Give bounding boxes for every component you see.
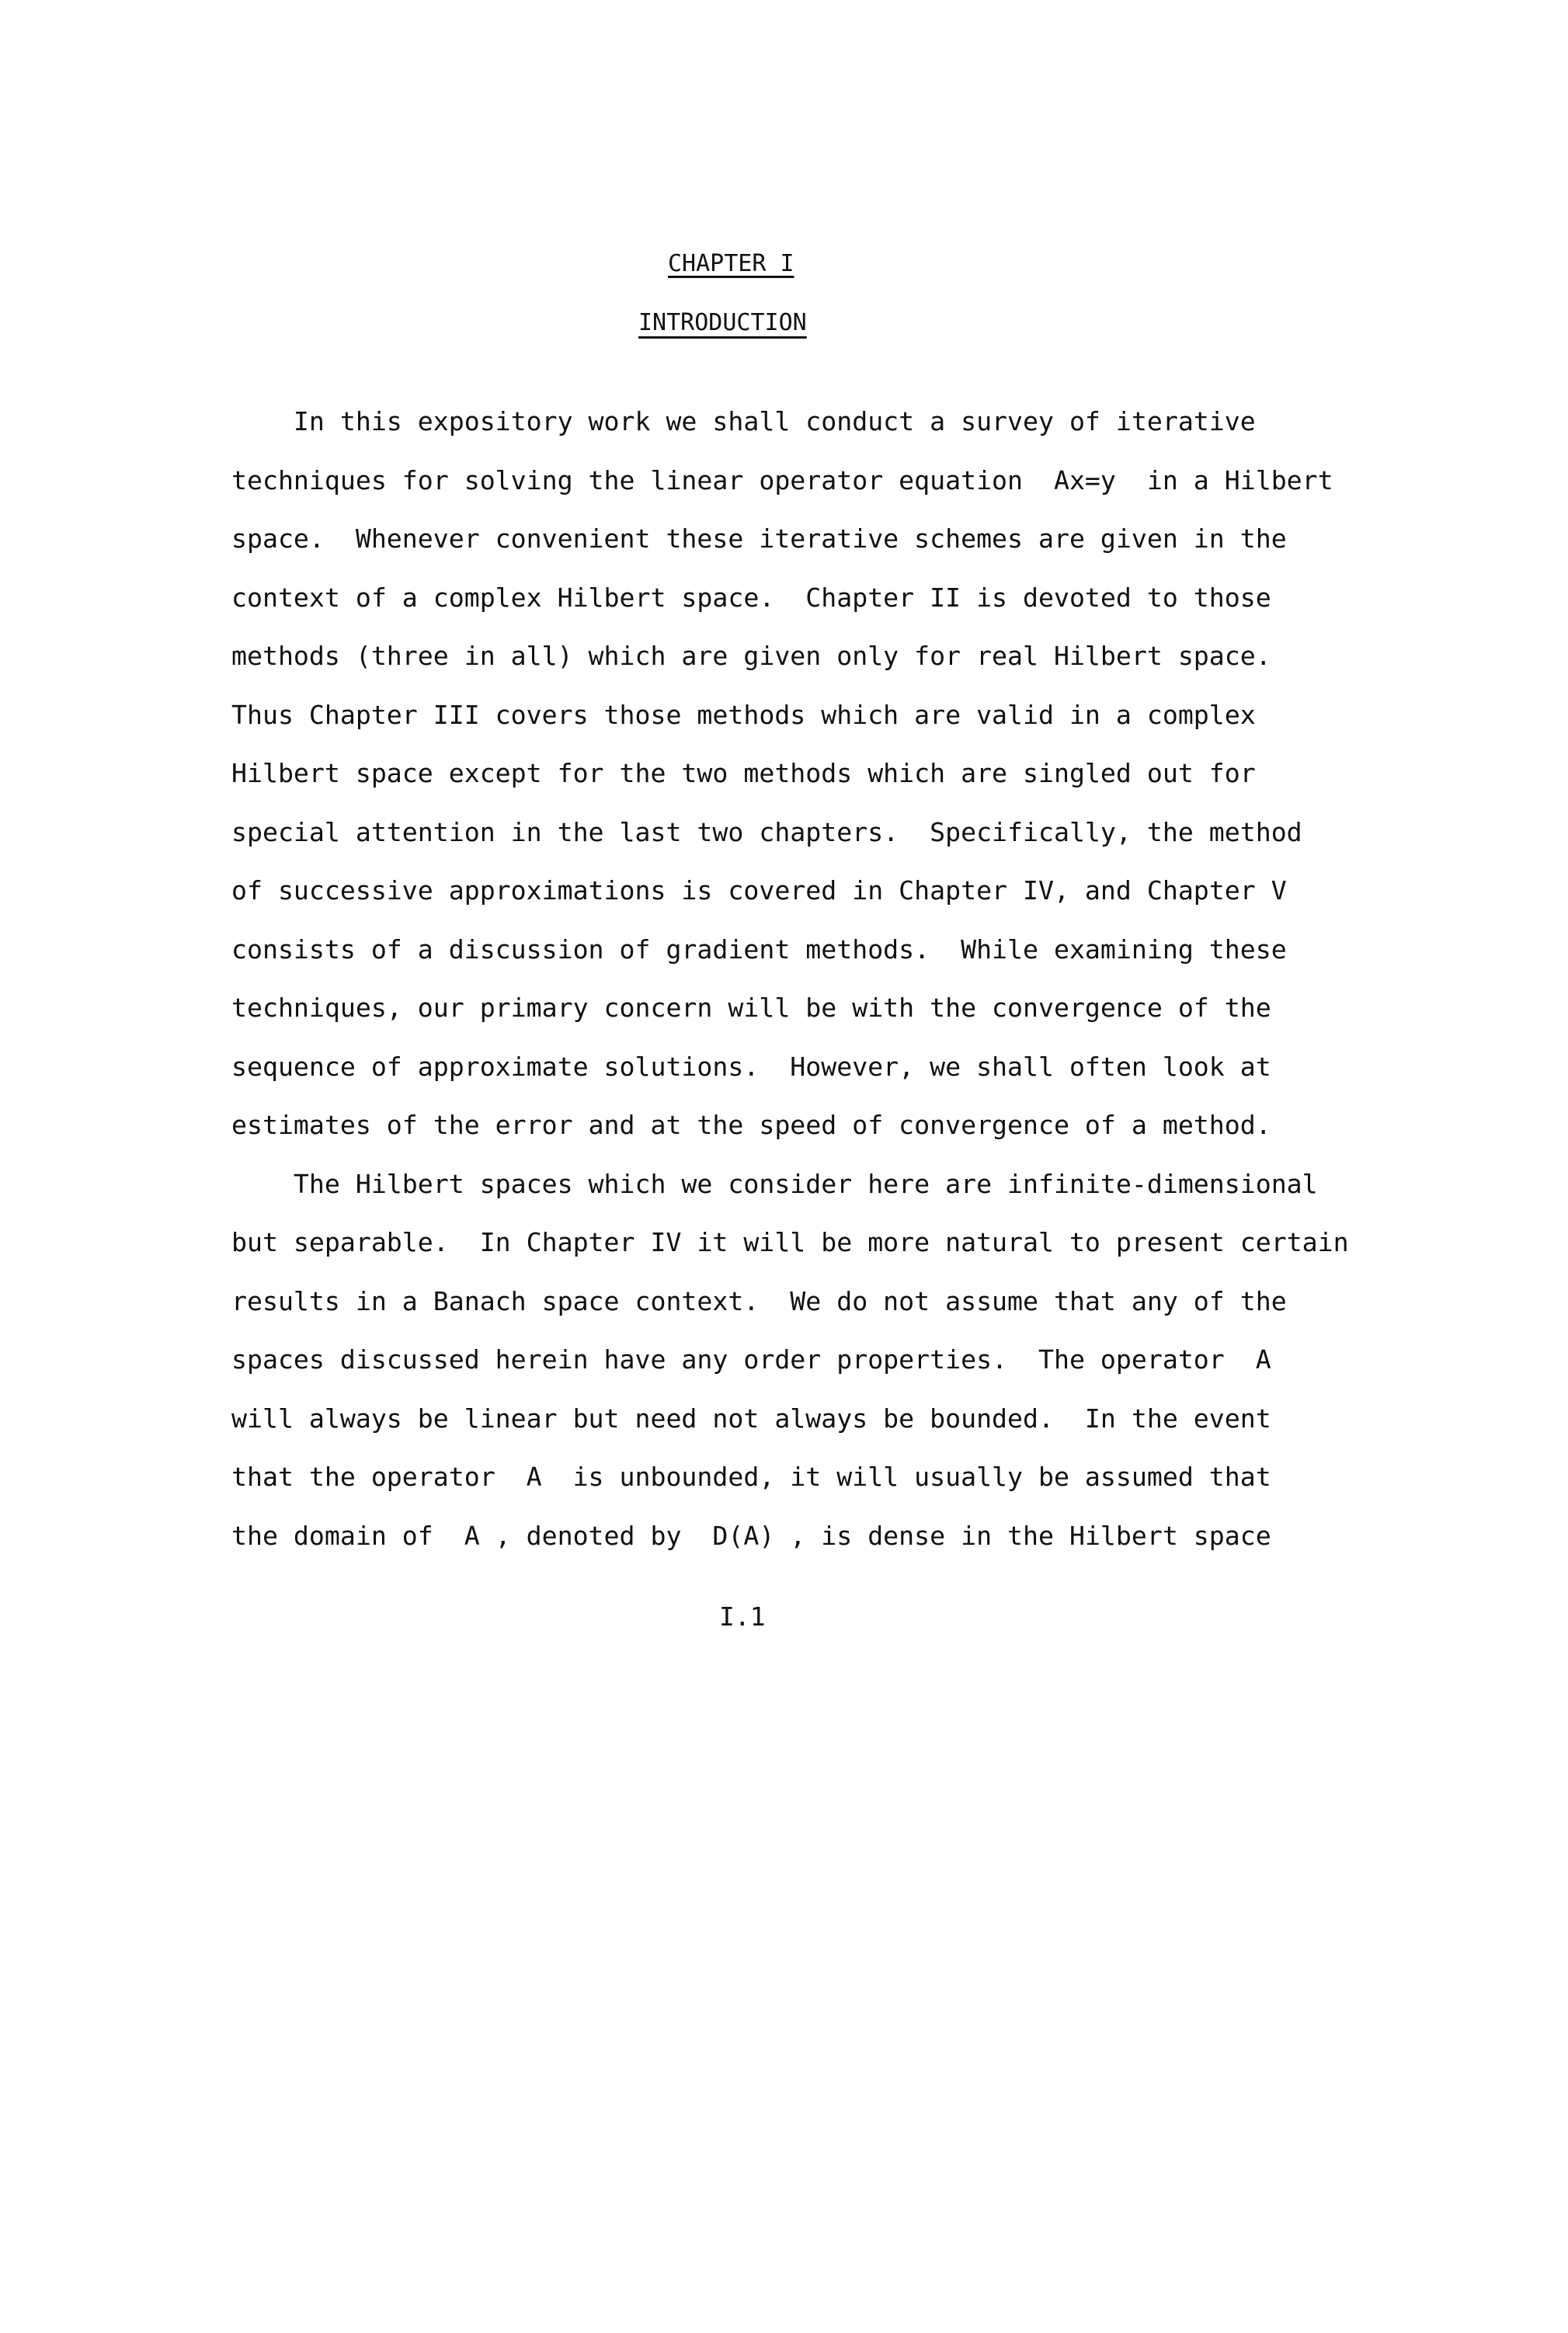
paragraph-1 (231, 392, 1381, 1155)
text-line: space. Whenever convenient these iterative schemes are given in the (231, 523, 1287, 554)
chapter-number-heading: CHAPTER I (668, 250, 794, 277)
text-line: Thus Chapter III covers those methods which are valid in a complex (231, 699, 1256, 730)
text-line: of successive approximations is covered in Chapter IV, and Chapter V (231, 875, 1287, 906)
page-number: I.1 (719, 1601, 766, 1632)
text-line: but separable. In Chapter IV it will be more natural to present certain (231, 1227, 1349, 1257)
text-line: The Hilbert spaces which we consider here are infinite-dimensional (231, 1168, 1318, 1199)
text-line: techniques, our primary concern will be with the convergence of the (231, 993, 1271, 1023)
text-line: special attention in the last two chapters. Specifically, the method (231, 816, 1302, 847)
text-line: will always be linear but need not always be bounded. In the event (231, 1403, 1271, 1434)
text-line: context of a complex Hilbert space. Chapter II is devoted to those (231, 582, 1271, 613)
text-line: the domain of A , denoted by D(A) , is dense in the Hilbert space (231, 1520, 1271, 1551)
text-line: techniques for solving the linear operator equation Ax=y in a Hilbert (231, 464, 1333, 495)
body-text (231, 392, 1381, 1565)
text-line: results in a Banach space context. We do not assume that any of the (231, 1285, 1287, 1316)
text-line: estimates of the error and at the speed of convergence of a method. (231, 1110, 1271, 1140)
paragraph-2 (231, 1155, 1381, 1566)
text-line: spaces discussed herein have any order properties. The operator A (231, 1344, 1271, 1375)
text-line: Hilbert space except for the two methods which are singled out for (231, 758, 1256, 788)
chapter-title-heading: INTRODUCTION (638, 309, 807, 336)
text-line: sequence of approximate solutions. However, we shall often look at (231, 1051, 1271, 1082)
text-line: methods (three in all) which are given only for real Hilbert space. (231, 641, 1271, 671)
text-line: consists of a discussion of gradient methods. While examining these (231, 934, 1287, 965)
text-line: that the operator A is unbounded, it will usually be assumed that (231, 1462, 1271, 1492)
text-line: In this expository work we shall conduct a survey of iterative (231, 406, 1256, 436)
